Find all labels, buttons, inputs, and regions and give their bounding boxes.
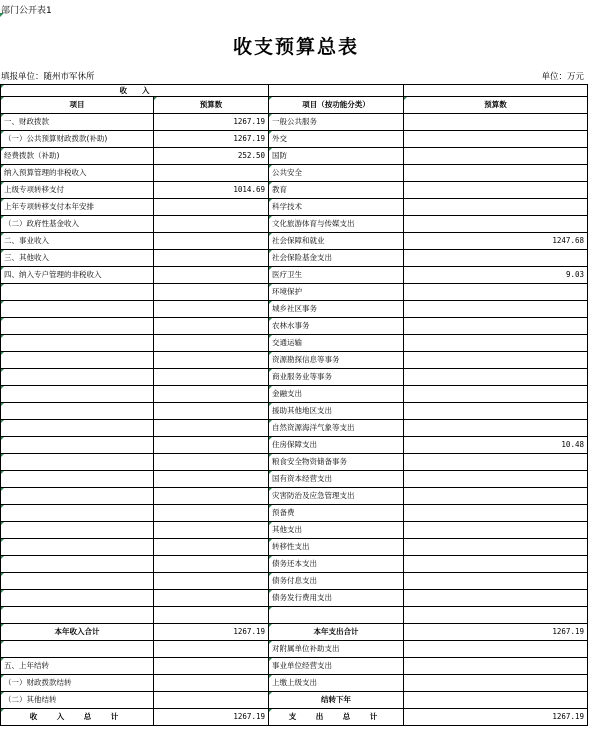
expense-item-cell: 社会保险基金支出 xyxy=(269,250,404,267)
expense-budget-cell xyxy=(404,148,588,165)
income-item-cell: （一）公共预算财政拨款(补助) xyxy=(1,131,154,148)
expense-budget-cell xyxy=(404,386,588,403)
expense-budget-cell: 9.03 xyxy=(404,267,588,284)
income-budget-cell xyxy=(154,692,269,709)
income-item-cell: 经费拨款（补助) xyxy=(1,148,154,165)
expense-item-cell: 债务发行费用支出 xyxy=(269,590,404,607)
income-item-cell: 上年专项转移支付本年安排 xyxy=(1,199,154,216)
expense-group-header xyxy=(269,85,404,97)
income-budget-cell: 252.50 xyxy=(154,148,269,165)
income-budget-cell xyxy=(154,488,269,505)
income-budget-cell xyxy=(154,420,269,437)
table-row xyxy=(1,675,588,692)
table-row xyxy=(1,539,588,556)
income-budget-cell xyxy=(154,454,269,471)
income-budget-cell xyxy=(154,539,269,556)
table-row xyxy=(1,522,588,539)
expense-budget-cell xyxy=(404,522,588,539)
income-item-cell xyxy=(1,437,154,454)
table-row xyxy=(1,607,588,624)
expense-item-cell: 公共安全 xyxy=(269,165,404,182)
income-item-cell xyxy=(1,369,154,386)
expense-budget-cell xyxy=(404,369,588,386)
expense-item-header: 项目（按功能分类） xyxy=(269,97,404,114)
table-row xyxy=(1,284,588,301)
income-budget-cell xyxy=(154,675,269,692)
income-budget-cell xyxy=(154,250,269,267)
expense-item-cell: 粮食安全物资储备事务 xyxy=(269,454,404,471)
currency-unit: 单位：万元 xyxy=(541,72,584,82)
table-row xyxy=(1,590,588,607)
income-budget-cell: 1267.19 xyxy=(154,624,269,641)
income-budget-cell xyxy=(154,233,269,250)
expense-budget-cell xyxy=(404,539,588,556)
expense-item-cell: 环境保护 xyxy=(269,284,404,301)
table-row xyxy=(1,148,588,165)
income-budget-cell xyxy=(154,301,269,318)
expense-budget-cell: 1247.68 xyxy=(404,233,588,250)
income-item-cell xyxy=(1,505,154,522)
table-row xyxy=(1,216,588,233)
income-budget-cell xyxy=(154,165,269,182)
table-row xyxy=(1,641,588,658)
expense-item-cell: 对附属单位补助支出 xyxy=(269,641,404,658)
table-row xyxy=(1,658,588,675)
table-row xyxy=(1,505,588,522)
expense-budget-cell: 1267.19 xyxy=(404,709,588,726)
expense-budget-cell: 10.48 xyxy=(404,437,588,454)
expense-budget-cell xyxy=(404,573,588,590)
expense-item-cell: 债务付息支出 xyxy=(269,573,404,590)
table-row xyxy=(1,624,588,641)
income-item-cell xyxy=(1,284,154,301)
table-row xyxy=(1,182,588,199)
expense-budget-cell xyxy=(404,352,588,369)
table-row xyxy=(1,352,588,369)
expense-item-cell: 灾害防治及应急管理支出 xyxy=(269,488,404,505)
table-row xyxy=(1,386,588,403)
expense-budget-cell xyxy=(404,420,588,437)
income-item-cell xyxy=(1,403,154,420)
expense-budget-cell xyxy=(404,556,588,573)
income-item-cell: 四、纳入专户管理的非税收入 xyxy=(1,267,154,284)
expense-budget-cell xyxy=(404,199,588,216)
expense-item-cell: 支 出 总 计 xyxy=(269,709,404,726)
income-budget-cell xyxy=(154,386,269,403)
income-item-cell xyxy=(1,590,154,607)
table-row xyxy=(1,301,588,318)
table-row xyxy=(1,369,588,386)
income-item-cell: 收 入 总 计 xyxy=(1,709,154,726)
expense-budget-cell xyxy=(404,692,588,709)
income-item-cell xyxy=(1,471,154,488)
income-budget-cell: 1267.19 xyxy=(154,131,269,148)
table-column-header xyxy=(1,97,588,114)
expense-item-cell: 结转下年 xyxy=(269,692,404,709)
expense-item-cell: 预备费 xyxy=(269,505,404,522)
expense-budget-cell xyxy=(404,505,588,522)
income-item-cell xyxy=(1,539,154,556)
income-item-cell xyxy=(1,386,154,403)
income-item-cell: （二）其他结转 xyxy=(1,692,154,709)
income-budget-cell xyxy=(154,641,269,658)
expense-budget-cell xyxy=(404,131,588,148)
expense-budget-cell xyxy=(404,182,588,199)
expense-item-cell: 事业单位经营支出 xyxy=(269,658,404,675)
income-budget-cell xyxy=(154,352,269,369)
expense-item-cell: 一般公共服务 xyxy=(269,114,404,131)
income-budget-cell xyxy=(154,199,269,216)
expense-item-cell xyxy=(269,607,404,624)
income-budget-cell xyxy=(154,658,269,675)
income-budget-cell xyxy=(154,403,269,420)
table-row xyxy=(1,556,588,573)
income-budget-cell xyxy=(154,471,269,488)
table-group-header xyxy=(1,85,588,97)
expense-item-cell: 商业服务业等事务 xyxy=(269,369,404,386)
income-budget-cell xyxy=(154,216,269,233)
expense-budget-cell xyxy=(404,301,588,318)
expense-budget-cell xyxy=(404,488,588,505)
income-item-cell: 本年收入合计 xyxy=(1,624,154,641)
income-budget-cell: 1014.69 xyxy=(154,182,269,199)
expense-budget-cell xyxy=(404,284,588,301)
expense-item-cell: 医疗卫生 xyxy=(269,267,404,284)
budget-table xyxy=(0,84,588,726)
expense-budget-cell xyxy=(404,403,588,420)
income-item-cell: （二）政府性基金收入 xyxy=(1,216,154,233)
expense-item-cell: 教育 xyxy=(269,182,404,199)
income-item-cell: 纳入预算管理的非税收入 xyxy=(1,165,154,182)
expense-item-cell: 交通运输 xyxy=(269,335,404,352)
income-budget-cell xyxy=(154,437,269,454)
income-item-cell xyxy=(1,420,154,437)
expense-item-cell: 其他支出 xyxy=(269,522,404,539)
table-row xyxy=(1,165,588,182)
table-row xyxy=(1,335,588,352)
income-budget-cell: 1267.19 xyxy=(154,114,269,131)
expense-item-cell: 自然资源海洋气象等支出 xyxy=(269,420,404,437)
income-budget-cell xyxy=(154,505,269,522)
expense-budget-cell xyxy=(404,216,588,233)
income-item-cell: 一、财政拨款 xyxy=(1,114,154,131)
income-budget-cell xyxy=(154,335,269,352)
expense-budget-cell xyxy=(404,250,588,267)
expense-budget-cell xyxy=(404,590,588,607)
income-item-cell xyxy=(1,301,154,318)
table-row xyxy=(1,709,588,726)
table-row xyxy=(1,114,588,131)
expense-item-cell: 社会保障和就业 xyxy=(269,233,404,250)
income-item-cell xyxy=(1,556,154,573)
income-item-cell xyxy=(1,335,154,352)
expense-item-cell: 转移性支出 xyxy=(269,539,404,556)
income-budget-cell xyxy=(154,318,269,335)
table-row xyxy=(1,131,588,148)
expense-budget-cell xyxy=(404,471,588,488)
table-row xyxy=(1,573,588,590)
expense-item-cell: 本年支出合计 xyxy=(269,624,404,641)
expense-budget-cell xyxy=(404,335,588,352)
table-row xyxy=(1,199,588,216)
table-row xyxy=(1,233,588,250)
expense-budget-cell xyxy=(404,658,588,675)
expense-budget-cell xyxy=(404,607,588,624)
expense-item-cell: 住房保障支出 xyxy=(269,437,404,454)
expense-item-cell: 科学技术 xyxy=(269,199,404,216)
cell-marker xyxy=(0,13,4,17)
income-item-cell xyxy=(1,318,154,335)
income-item-cell xyxy=(1,522,154,539)
income-item-cell xyxy=(1,454,154,471)
income-group-header: 收 入 xyxy=(1,85,269,97)
expense-budget-cell xyxy=(404,318,588,335)
table-row xyxy=(1,488,588,505)
expense-budget-cell xyxy=(404,114,588,131)
expense-item-cell: 资源勘探信息等事务 xyxy=(269,352,404,369)
income-budget-cell xyxy=(154,590,269,607)
expense-budget-cell xyxy=(404,675,588,692)
expense-item-cell: 城乡社区事务 xyxy=(269,301,404,318)
expense-budget-cell xyxy=(404,641,588,658)
income-item-cell xyxy=(1,607,154,624)
income-item-cell: 上级专项转移支付 xyxy=(1,182,154,199)
expense-item-cell: 农林水事务 xyxy=(269,318,404,335)
income-item-cell xyxy=(1,352,154,369)
income-budget-cell xyxy=(154,522,269,539)
expense-budget-header: 预算数 xyxy=(404,97,588,114)
income-budget-cell xyxy=(154,573,269,590)
table-row xyxy=(1,471,588,488)
income-item-cell: 二、事业收入 xyxy=(1,233,154,250)
page-title: 收支预算总表 xyxy=(232,36,359,58)
income-budget-cell xyxy=(154,556,269,573)
expense-budget-cell: 1267.19 xyxy=(404,624,588,641)
income-item-cell: （一）财政拨款结转 xyxy=(1,675,154,692)
income-budget-cell xyxy=(154,607,269,624)
expense-group-header-blank xyxy=(404,85,588,97)
table-row xyxy=(1,692,588,709)
income-budget-cell xyxy=(154,369,269,386)
table-row xyxy=(1,403,588,420)
table-row xyxy=(1,318,588,335)
income-item-cell xyxy=(1,641,154,658)
income-budget-cell: 1267.19 xyxy=(154,709,269,726)
expense-item-cell: 文化旅游体育与传媒支出 xyxy=(269,216,404,233)
expense-item-cell: 国防 xyxy=(269,148,404,165)
income-item-cell: 三、其他收入 xyxy=(1,250,154,267)
table-number-label: 部门公开表1 xyxy=(1,6,52,16)
income-budget-cell xyxy=(154,267,269,284)
income-budget-header: 预算数 xyxy=(154,97,269,114)
expense-item-cell: 国有资本经营支出 xyxy=(269,471,404,488)
expense-item-cell: 援助其他地区支出 xyxy=(269,403,404,420)
income-item-header: 项目 xyxy=(1,97,154,114)
expense-item-cell: 金融支出 xyxy=(269,386,404,403)
income-item-cell: 五、上年结转 xyxy=(1,658,154,675)
table-row xyxy=(1,420,588,437)
income-item-cell xyxy=(1,488,154,505)
income-item-cell xyxy=(1,573,154,590)
expense-item-cell: 上缴上级支出 xyxy=(269,675,404,692)
table-row xyxy=(1,437,588,454)
expense-item-cell: 外交 xyxy=(269,131,404,148)
table-row xyxy=(1,267,588,284)
expense-item-cell: 债务还本支出 xyxy=(269,556,404,573)
table-body xyxy=(1,114,588,726)
reporting-unit: 填报单位：随州市军休所 xyxy=(1,72,95,82)
table-row xyxy=(1,250,588,267)
income-budget-cell xyxy=(154,284,269,301)
expense-budget-cell xyxy=(404,454,588,471)
table-row xyxy=(1,454,588,471)
expense-budget-cell xyxy=(404,165,588,182)
